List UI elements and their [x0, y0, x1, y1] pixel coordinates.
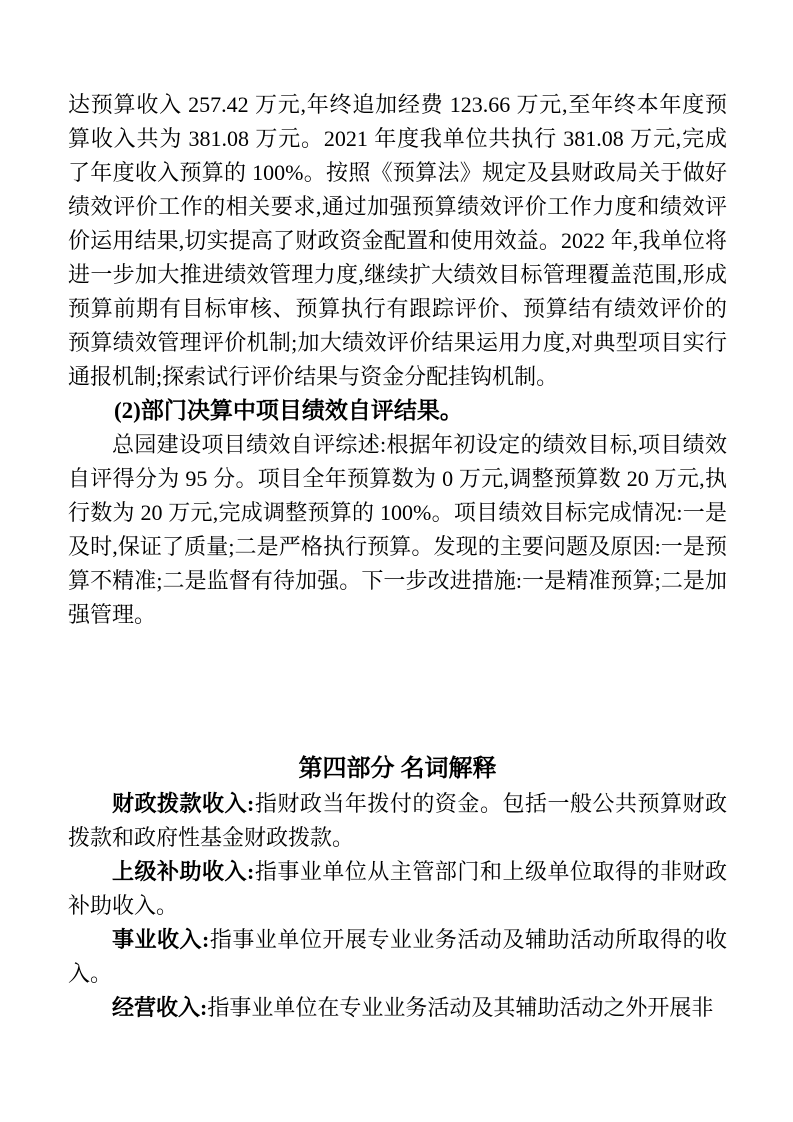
definition-text: 指事业单位开展专业业务活动及辅助活动所取得的收入。	[68, 927, 727, 986]
definition-text: 指事业单位从主管部门和上级单位取得的非财政补助收入。	[68, 859, 727, 918]
section-heading-glossary: 第四部分 名词解释	[298, 756, 497, 782]
definition-term: 事业收入:	[112, 927, 210, 952]
definition-text: 指财政当年拨付的资金。包括一般公共预算财政拨款和政府性基金财政拨款。	[68, 791, 727, 850]
definition-operating-income	[68, 991, 727, 1025]
definition-text: 指事业单位在专业业务活动及其辅助活动之外开展非	[207, 995, 714, 1020]
definition-institutional-income	[68, 923, 727, 991]
paragraph-project-self-evaluation: 总园建设项目绩效自评综述:根据年初设定的绩效目标,项目绩效自评得分为 95 分。项目全年预算数为 0 万元,调整预算数 20 万元,执行数为 20 万元,完成调整预算的 100%。项目绩效目标完成情况:一是及时,保证了质量;二是严格执行预算。发现的主要问题及原因:一是预算不精准;二是监督有待加强。下一步改进措施:一是精准预算;二是加强管理。	[68, 432, 727, 627]
definition-term: 经营收入:	[112, 995, 208, 1020]
definition-term: 财政拨款收入:	[112, 791, 255, 816]
definition-fiscal-appropriation-income	[68, 787, 727, 855]
definition-superior-subsidy-income	[68, 855, 727, 923]
paragraph-budget-performance-continuation: 达预算收入 257.42 万元,年终追加经费 123.66 万元,至年终本年度预算收入共为 381.08 万元。2021 年度我单位共执行 381.08 万元,完成了年度收入预算的 100%。按照《预算法》规定及县财政局关于做好绩效评价工作的相关要求,通过加强预算绩效评价工作力度和绩效评价运用结果,切实提高了财政资金配置和使用效益。2022 年,我单位将进一步加大推进绩效管理力度,继续扩大绩效目标管理覆盖范围,形成预算前期有目标审核、预算执行有跟踪评价、预算结有绩效评价的预算绩效管理评价机制;加大绩效评价结果运用力度,对典型项目实行通报机制;探索试行评价结果与资金分配挂钩机制。	[68, 92, 727, 389]
glossary-definitions	[68, 787, 727, 1025]
definition-term: 上级补助收入:	[112, 859, 255, 884]
subheading-project-self-evaluation: (2)部门决算中项目绩效自评结果。	[114, 398, 463, 423]
